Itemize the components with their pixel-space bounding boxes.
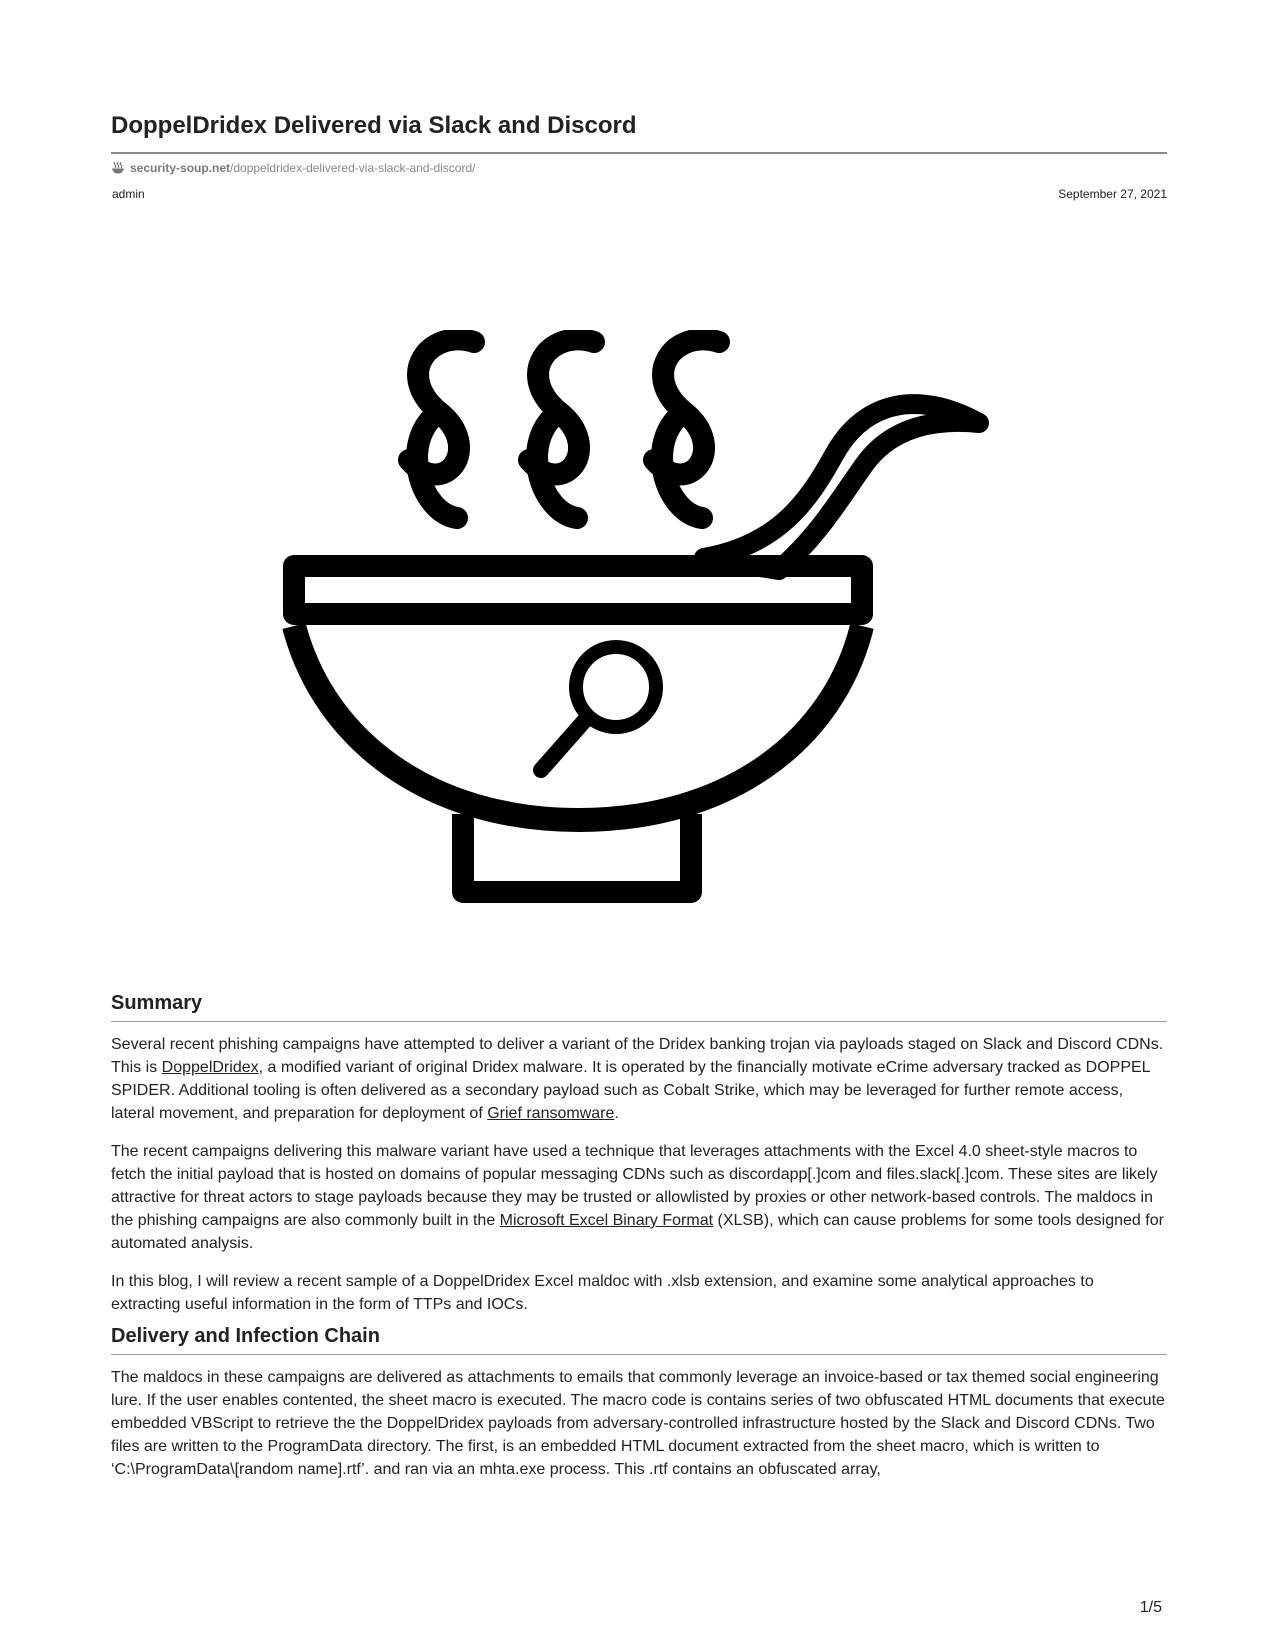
author: admin	[112, 187, 145, 201]
delivery-paragraph-1: The maldocs in these campaigns are delivered as attachments to emails that commonly leverage an invoice-based or tax themed social engineering lure. If the user enables contented, the sheet macro is executed. The macro code is contains series of two obfuscated HTML documents that execute embedded VBScript to retrieve the the DoppelDridex payloads from adversary-controlled infrastructure hosted by the Slack and Discord CDNs. Two files are written to the ProgramData directory. The first, is an embedded HTML document extracted from the sheet macro, which is written to ‘C:\ProgramData\[random name].rtf’. and ran via an mhta.exe process. This .rtf contains an obfuscated array,	[111, 1369, 1165, 1478]
delivery-heading: Delivery and Infection Chain	[111, 1325, 380, 1347]
delivery-section	[111, 1325, 1167, 1496]
doppeldridex-link[interactable]: DoppelDridex	[161, 1059, 259, 1076]
summary-paragraph-1: Several recent phishing campaigns have attempted to deliver a variant of the Dridex banking trojan via payloads staged on Slack and Discord CDNs. This is DoppelDridex, a modified variant of original Dridex malware. It is operated by the financially motivate eCrime adversary tracked as DOPPEL SPIDER. Additional tooling is often delivered as a secondary payload such as Cobalt Strike, which may be leveraged for further remote access, lateral movement, and preparation for deployment of Grief ransomware.	[111, 1036, 1164, 1122]
title-divider	[111, 152, 1167, 154]
source-domain: security-soup.net	[130, 161, 231, 175]
source-path: /doppeldridex-delivered-via-slack-and-discord/	[230, 161, 476, 175]
xlsb-format-link[interactable]: Microsoft Excel Binary Format	[499, 1212, 714, 1229]
summary-paragraph-2: The recent campaigns delivering this malware variant have used a technique that leverages attachments with the Excel 4.0 sheet-style macros to fetch the initial payload that is hosted on domains of popular messaging CDNs such as discordapp[.]com and files.slack[.]com. These sites are likely attractive for threat actors to stage payloads because they may be trusted or allowlisted by proxies or other network-based controls. The maldocs in the phishing campaigns are also commonly built in the Microsoft Excel Binary Format (XLSB), which can cause problems for some tools designed for automated analysis.	[111, 1143, 1164, 1252]
source-url[interactable]	[111, 161, 475, 175]
summary-divider	[111, 1021, 1167, 1022]
soup-bowl-magnifier-icon	[279, 330, 1009, 950]
grief-ransomware-link[interactable]: Grief ransomware	[487, 1105, 615, 1122]
summary-section	[111, 992, 1167, 1331]
summary-heading: Summary	[111, 992, 203, 1014]
page-title: DoppelDridex Delivered via Slack and Discord	[111, 112, 637, 139]
page-number: 1/5	[1139, 1599, 1162, 1616]
delivery-divider	[111, 1354, 1167, 1355]
summary-paragraph-3: In this blog, I will review a recent sample of a DoppelDridex Excel maldoc with .xlsb extension, and examine some analytical approaches to extracting useful information in the form of TTPs and IOCs.	[111, 1273, 1094, 1313]
publish-date: September 27, 2021	[1058, 187, 1167, 201]
bowl-logo-icon	[111, 162, 126, 174]
